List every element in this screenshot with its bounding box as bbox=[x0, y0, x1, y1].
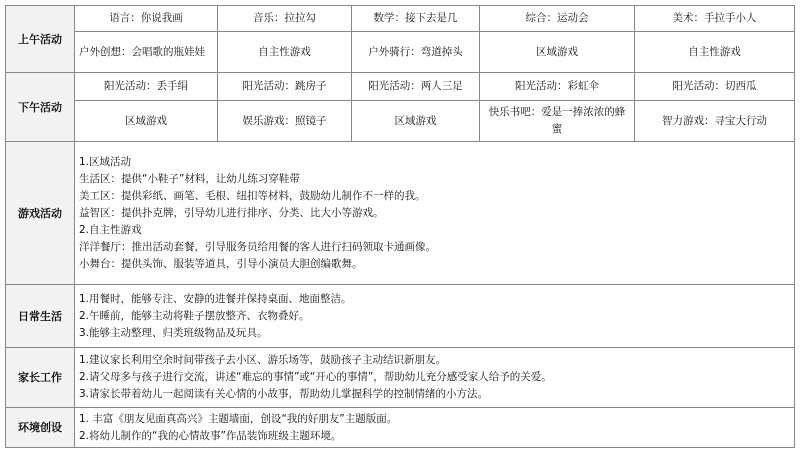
afternoon-header: 下午活动 bbox=[6, 73, 75, 142]
afternoon-thu-game: 快乐书吧：爱是一捧浓浓的蜂蜜 bbox=[480, 101, 635, 142]
afternoon-tue-game: 娱乐游戏：照镜子 bbox=[218, 101, 352, 142]
morning-tue-activity: 音乐：拉拉勾 bbox=[218, 6, 352, 32]
games-header: 游戏活动 bbox=[6, 142, 75, 285]
environment-content bbox=[75, 408, 795, 448]
weekly-plan-table bbox=[5, 5, 795, 448]
parent-work-row bbox=[6, 348, 795, 408]
afternoon-wed-activity: 阳光活动：两人三足 bbox=[352, 73, 480, 101]
parent-work-content bbox=[75, 348, 795, 408]
parent-work-line: 1.建议家长利用空余时间带孩子去小区、游乐场等，鼓励孩子主动结识新朋友。 bbox=[79, 354, 447, 366]
games-row bbox=[6, 142, 795, 285]
morning-fri-activity: 美术：手拉手小人 bbox=[635, 6, 795, 32]
afternoon-fri-activity: 阳光活动：切西瓜 bbox=[635, 73, 795, 101]
afternoon-row-1 bbox=[6, 73, 795, 101]
morning-tue-game: 自主性游戏 bbox=[218, 32, 352, 73]
afternoon-wed-game: 区域游戏 bbox=[352, 101, 480, 142]
environment-line: 2.将幼儿制作的“我的心情故事”作品装饰班级主题环境。 bbox=[79, 429, 342, 442]
daily-life-line: 3.能够主动整理、归类班级物品及玩具。 bbox=[79, 326, 268, 339]
morning-thu-game: 区域游戏 bbox=[480, 32, 635, 73]
morning-wed-game: 户外骑行：弯道掉头 bbox=[352, 32, 480, 73]
afternoon-mon-game: 区域游戏 bbox=[75, 101, 218, 142]
games-line: 洋洋餐厅：推出活动套餐，引导服务员给用餐的客人进行扫码领取卡通画像。 bbox=[79, 240, 436, 253]
afternoon-fri-game: 智力游戏：寻宝大行动 bbox=[635, 101, 795, 142]
daily-life-line: 1.用餐时，能够专注、安静的进餐并保持桌面、地面整洁。 bbox=[79, 292, 352, 305]
morning-wed-activity: 数学：接下去是几 bbox=[352, 6, 480, 32]
morning-mon-activity: 语言：你说我画 bbox=[75, 6, 218, 32]
morning-header: 上午活动 bbox=[6, 6, 75, 73]
morning-row-1 bbox=[6, 6, 795, 32]
morning-thu-activity: 综合：运动会 bbox=[480, 6, 635, 32]
daily-life-line: 2.午睡前，能够主动将鞋子摆放整齐、衣物叠好。 bbox=[79, 309, 310, 322]
games-line: 美工区：提供彩纸、画笔、毛根、纽扣等材料，鼓励幼儿制作不一样的我。 bbox=[79, 189, 426, 202]
environment-line: 1. 丰富《朋友见面真高兴》主题墙面，创设“我的好朋友”主题版面。 bbox=[79, 412, 398, 425]
afternoon-tue-activity: 阳光活动：跳房子 bbox=[218, 73, 352, 101]
morning-row-2 bbox=[6, 32, 795, 73]
daily-life-content bbox=[75, 285, 795, 348]
morning-fri-game: 自主性游戏 bbox=[635, 32, 795, 73]
parent-work-header: 家长工作 bbox=[6, 348, 75, 408]
games-content bbox=[75, 142, 795, 285]
daily-life-row bbox=[6, 285, 795, 348]
games-line: 2.自主性游戏 bbox=[79, 223, 142, 236]
environment-row bbox=[6, 408, 795, 448]
environment-header: 环境创设 bbox=[6, 408, 75, 448]
games-line: 小舞台：提供头饰、服装等道具，引导小演员大胆创编歌舞。 bbox=[79, 257, 363, 270]
daily-life-header: 日常生活 bbox=[6, 285, 75, 348]
morning-mon-game: 户外创想：会唱歌的瓶娃娃 bbox=[75, 32, 218, 73]
games-line: 益智区：提供扑克牌，引导幼儿进行排序、分类、比大小等游戏。 bbox=[79, 206, 384, 219]
games-line: 1.区域活动 bbox=[79, 155, 132, 168]
games-line: 生活区：提供“小鞋子”材料，让幼儿练习穿鞋带 bbox=[79, 172, 300, 185]
afternoon-mon-activity: 阳光活动：丢手绢 bbox=[75, 73, 218, 101]
afternoon-row-2 bbox=[6, 101, 795, 142]
afternoon-thu-activity: 阳光活动：彩虹伞 bbox=[480, 73, 635, 101]
parent-work-line: 2.请父母多与孩子进行交流，讲述“难忘的事情”或“开心的事情”，帮助幼儿充分感受家人给予的关爱。 bbox=[79, 371, 552, 383]
parent-work-line: 3.请家长带着幼儿一起阅读有关心情的小故事，帮助幼儿掌握科学的控制情绪的小方法。 bbox=[79, 388, 489, 400]
